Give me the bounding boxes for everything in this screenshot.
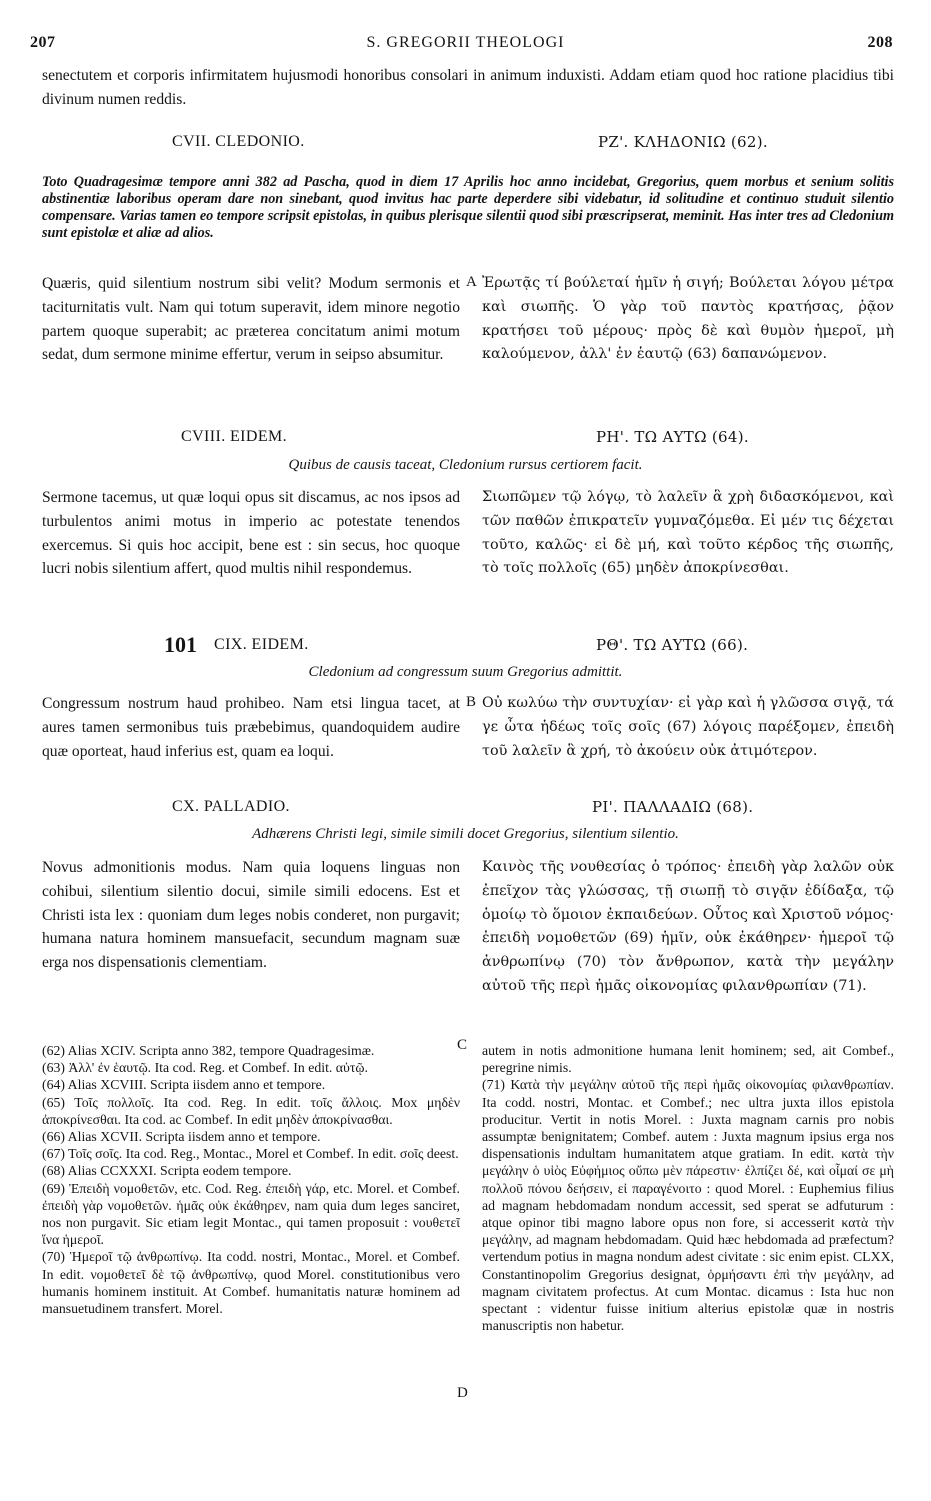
- footnote-70-continued: autem in notis admonitione humana lenit hominem; sed, ait Combef., peregrine nimis.: [482, 1043, 894, 1076]
- footnotes-left: [42, 1042, 460, 1317]
- margin-marker-b: B: [466, 694, 477, 710]
- letter-cviii-latin-title: CVIII. EIDEM.: [181, 428, 288, 445]
- footnote-67: (67) Τοῖς σοῖς. Ita cod. Reg., Montac., Morel et Combef. In edit. σοῖς deest.: [42, 1146, 459, 1162]
- letter-cx-summary: Adhærens Christi legi, simile simili docet Gregorius, silentium silentio.: [252, 826, 679, 842]
- footnote-68: (68) Alias CCXXXI. Scripta eodem tempore.: [42, 1163, 292, 1179]
- letter-cvii-latin-text: Quæris, quid silentium nostrum sibi velit? Modum sermonis et taciturnitatis vult. Nam qui totum superavit, idem minore negotio partem quoque superabit; ac præterea concitatum animi motum sedat, dum sermone minime effertur, verum in seipso absumitur.: [42, 275, 460, 364]
- letter-cix-greek-title: ΡΘ'. ΤΩ ΑΥΤΩ (66).: [596, 636, 749, 654]
- column-number: 101: [164, 632, 197, 657]
- footnote-69: (69) Ἐπειδὴ νομοθετῶν, etc. Cod. Reg. ἐπειδὴ γάρ, etc. Morel. et Combef. ἐπειδὴ γὰρ νομοθετῶν. ἡμᾶς οὐκ ἐκάθηρεν, nam quia dum leges sanciret, nos non purgavit. Sic etiam legit Montac., qui tamen proposuit : νουθετεῖ ἵνα ἡμεροῖ.: [42, 1180, 460, 1248]
- letter-cviii-greek-title: ΡΗ'. ΤΩ ΑΥΤΩ (64).: [596, 428, 749, 446]
- letter-cix-latin-text: Congressum nostrum haud prohibeo. Nam etsi lingua tacet, at aures tamen sermonibus tuis præbebimus, quandoquidem audire quæ oporteat, haud inferius est, quam ea loqui.: [42, 695, 460, 760]
- running-title: S. GREGORII THEOLOGI: [366, 34, 565, 51]
- letter-cx-greek-title: ΡΙ'. ΠΑΛΛΑΔΙΩ (68).: [592, 798, 754, 816]
- page-number-left: 207: [30, 34, 56, 51]
- footnote-66: (66) Alias XCVII. Scripta iisdem anno et tempore.: [42, 1129, 321, 1145]
- footnote-70: (70) Ἡμεροῖ τῷ ἀνθρωπίνῳ. Ita codd. nostri, Montac., Morel. et Combef. In edit. νομοθετεῖ δὲ τῷ ἀνθρωπίνῳ, quod Morel. constitutionibus vero humanis hominem instituit. At Combef. humanitatis naturæ hominem ad mansuetudinem transfert. Morel.: [42, 1249, 460, 1317]
- letter-cvii-greek-title: ΡΖ'. ΚΛΗΔΟΝΙΩ (62).: [598, 133, 768, 151]
- margin-marker-a: A: [466, 274, 477, 290]
- letter-cviii-greek-text: Σιωπῶμεν τῷ λόγῳ, τὸ λαλεῖν ἃ χρὴ διδασκόμενοι, καὶ τῶν παθῶν ἐπικρατεῖν γυμναζόμεθα. Εἰ μέν τις δέχεται τοῦτο, καλῶς· εἰ δὲ μή, καὶ τοῦτο κέρδος τῆς σιωπῆς, τὸ τοῖς πολλοῖς (65) μηδὲν ἀποκρίνεσθαι.: [482, 489, 894, 577]
- letter-cix-latin-title: CIX. EIDEM.: [214, 636, 309, 653]
- footnote-65: (65) Τοῖς πολλοῖς. Ita cod. Reg. In edit. τοῖς ἄλλοις. Mox μηδὲν ἀποκρίνεσθαι. Ita cod. ac Combef. In edit μηδὲν ἀποκρίνασθαι.: [42, 1094, 460, 1127]
- margin-marker-c: C: [457, 1037, 468, 1053]
- letter-cviii-latin-text: Sermone tacemus, ut quæ loqui opus sit discamus, ac nos ipsos ad turbulentos animi motus in imperio ac potestate tenendos exercemus. Si quis hoc accipit, bene est : sin secus, hoc quoque lucri nobis silentium affert, quod multis nihil respondemus.: [42, 489, 460, 578]
- margin-marker-d: D: [457, 1385, 468, 1401]
- letter-cviii-summary: Quibus de causis taceat, Cledonium rursus certiorem facit.: [288, 457, 643, 473]
- letter-cvii-greek-text: Ἐρωτᾷς τί βούλεταί ἡμῖν ἡ σιγή; Βούλεται λόγου μέτρα καὶ σιωπῆς. Ὁ γὰρ τοῦ παντὸς κρατήσας, ῥᾷον κρατήσει τοῦ μέρους· πρὸς δὲ καὶ θυμὸν ἡμεροῖ, μὴ καλούμενον, ἀλλ' ἐν ἑαυτῷ (63) δαπανώμενον.: [482, 275, 894, 363]
- letter-cix-summary: Cledonium ad congressum suum Gregorius admittit.: [308, 664, 623, 680]
- footnote-63: (63) Ἀλλ' ἐν ἑαυτῷ. Ita cod. Reg. et Combef. In edit. αὐτῷ.: [42, 1060, 368, 1076]
- intro-text: senectutem et corporis infirmitatem hujusmodi honoribus consolari in animum induxisti. Addam etiam quod hoc ratione placidius tibi divinum numen reddis.: [42, 67, 894, 108]
- footnote-71: (71) Κατὰ τὴν μεγάλην αὐτοῦ τῆς περὶ ἡμᾶς οἰκονομίας φιλανθρωπίαν. Ita codd. nostri, Montac. et Combef.; nec ultra juxta illos epistola producitur. Vertit in notis Morel. : Juxta magnam carnis pro nobis assumptæ benignitatem; Combef. autem : Juxta magnum ipsius erga nos dispensationis indultam humanitatem atque gratiam. In edit. κατὰ τὴν μεγάλην ὁ υἱὸς Εὐφήμιος οὔπω μὲν πάρεστιν· ἐλπίζει δέ, καὶ οἶμαί σε μὴ πολλοῦ πόνου δεήσειν, εἰ παραγένοιτο : quod Morel. : Euphemius filius ad magnam hebdomadam nondum accessit, sed sperat se adfuturum : atque opinor tibi magno labore opus non fore, si accesserit κατὰ τὴν μεγάλην, ad magnam hebdomadam. Quid hæc hebdomada ad præfectum? vertendum potius in magna nondum adest civitate : sic enim epist. CLXX, Constantinopolim Gregorius designat, ὁρμήσαντι ἐπὶ τὴν μεγάλην, ad magnam civitatem profectus. At cum Montac. dicamus : Ista huc non spectant : videntur fuisse initium alterius epistolæ quæ in nostris manuscriptis non habetur.: [482, 1077, 894, 1334]
- footnote-64: (64) Alias XCVIII. Scripta iisdem anno et tempore.: [42, 1077, 326, 1093]
- letter-cx-greek-text: Καινὸς τῆς νουθεσίας ὁ τρόπος· ἐπειδὴ γὰρ λαλῶν οὐκ ἐπεῖχον τὰς γλώσσας, τῇ σιωπῇ τὸ σιγᾷν ἐδίδαξα, τῷ ὁμοίῳ τὸ ὅμοιον ἐκπαιδεύων. Οὗτος καὶ Χριστοῦ νόμος· ἐπειδὴ νομοθετῶν (69) ἡμῖν, οὐκ ἐκάθηρεν· ἡμεροῖ τῷ ἀνθρωπίνῳ (70) τὸν ἄνθρωπον, κατὰ τὴν μεγάλην αὐτοῦ τῆς περὶ ἡμᾶς οἰκονομίας φιλανθρωπίαν (71).: [482, 859, 894, 994]
- letter-cvii-latin-title: CVII. CLEDONIO.: [172, 133, 305, 150]
- letter-cx-latin-title: CX. PALLADIO.: [172, 798, 290, 815]
- footnotes-right: [482, 1042, 894, 1334]
- page-number-right: 208: [867, 34, 893, 51]
- letter-cx-latin-text: Novus admonitionis modus. Nam quia loquens linguas non cohibui, silentium silentio docui, simile simili edocens. Est et Christi ista lex : quoniam dum leges nobis conderet, non purgavit; humana natura hominem mansuefacit, secundum magnam suæ erga nos dispensationis clementiam.: [42, 859, 460, 972]
- footnote-62: (62) Alias XCIV. Scripta anno 382, tempore Quadragesimæ.: [42, 1043, 375, 1058]
- letter-cix-greek-text: Οὐ κωλύω τὴν συντυχίαν· εἰ γὰρ καὶ ἡ γλῶσσα σιγᾷ, τά γε ὦτα ἡδέως τοῖς σοῖς (67) λόγοις παρέξομεν, ἐπειδὴ τοῦ λαλεῖν ἃ χρή, τὸ ἀκούειν οὐκ ἀτιμότερον.: [482, 695, 894, 759]
- letter-cvii-summary: Toto Quadragesimæ tempore anni 382 ad Pascha, quod in diem 17 Aprilis hoc anno incidebat, Gregorius, quem morbus et senium solitis abstinentiæ laboribus operam dare non sinebant, quod invitus hac parte deperdere sibi videbatur, id solitudine et continuo studuit silentio compensare. Varias tamen eo tempore scripsit epistolas, in quibus plerisque silentii quod sibi præscripserat, meminit. Has inter tres ad Cledonium sunt epistolæ et aliæ ad alios.: [42, 174, 894, 241]
